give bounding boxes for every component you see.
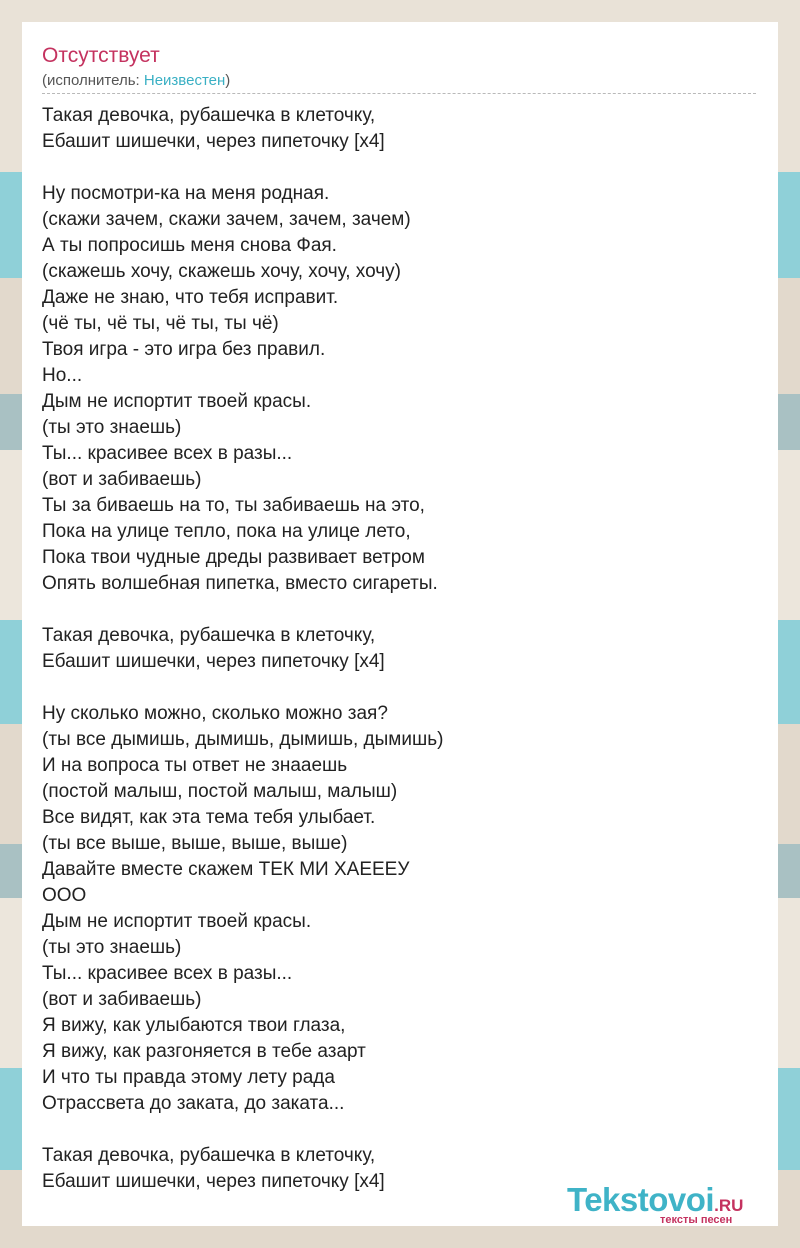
lyric-blank-line [42, 675, 742, 701]
lyric-line: Такая девочка, рубашечка в клеточку, [42, 1145, 376, 1166]
lyric-line: Ебашит шишечки, через пипеточку [x4] [42, 1171, 385, 1192]
title-divider [42, 93, 756, 94]
lyric-line: ООО [42, 885, 87, 906]
lyric-line: Даже не знаю, что тебя исправит. [42, 287, 339, 308]
lyric-line: (постой малыш, постой малыш, малыш) [42, 781, 398, 802]
lyric-line: Дым не испортит твоей красы. [42, 391, 312, 412]
lyric-line: Ну посмотри-ка на меня родная. [42, 183, 330, 204]
lyric-line: (скажешь хочу, скажешь хочу, хочу, хочу) [42, 261, 401, 282]
logo-tld: .RU [714, 1196, 744, 1215]
lyric-line: Такая девочка, рубашечка в клеточку, [42, 105, 376, 126]
lyric-line: Я вижу, как разгоняется в тебе азарт [42, 1041, 366, 1062]
artist-prefix: (исполнитель: [42, 72, 144, 89]
lyric-line: (ты все дымишь, дымишь, дымишь, дымишь) [42, 729, 444, 750]
site-logo[interactable] [567, 1181, 744, 1226]
lyric-line: Я вижу, как улыбаются твои глаза, [42, 1015, 346, 1036]
lyric-line: (ты все выше, выше, выше, выше) [42, 833, 348, 854]
logo-tagline: тексты песен [660, 1214, 733, 1226]
lyric-line: Отрассвета до заката, до заката... [42, 1093, 345, 1114]
song-title: Отсутствует [42, 44, 160, 67]
artist-line [42, 72, 230, 89]
lyric-blank-line [42, 1117, 742, 1143]
lyric-blank-line [42, 155, 742, 181]
lyric-line: Опять волшебная пипетка, вместо сигареты. [42, 573, 438, 594]
lyric-line: Ты... красивее всех в разы... [42, 963, 293, 984]
artist-link[interactable]: Неизвестен [143, 72, 226, 89]
lyric-line: Ты за биваешь на то, ты забиваешь на это, [42, 495, 425, 516]
lyric-line: (чё ты, чё ты, чё ты, ты чё) [42, 313, 279, 334]
lyric-line: Ты... красивее всех в разы... [42, 443, 293, 464]
lyric-line: И на вопроса ты ответ не знааешь [42, 755, 348, 776]
artist-suffix: ) [225, 72, 231, 89]
lyric-line: (скажи зачем, скажи зачем, зачем, зачем) [42, 209, 411, 230]
lyric-line: (вот и забиваешь) [42, 989, 202, 1010]
lyric-line: Давайте вместе скажем ТЕК МИ ХАЕЕЕУ [42, 859, 410, 880]
lyric-line: И что ты правда этому лету рада [42, 1067, 335, 1088]
lyric-line: Все видят, как эта тема тебя улыбает. [42, 807, 376, 828]
lyric-line: (ты это знаешь) [42, 417, 182, 438]
lyric-line: Твоя игра - это игра без правил. [42, 339, 326, 360]
lyric-line: Ну сколько можно, сколько можно зая? [42, 703, 388, 724]
lyrics-body [42, 103, 742, 1195]
lyric-blank-line [42, 597, 742, 623]
lyric-line: Пока на улице тепло, пока на улице лето, [42, 521, 411, 542]
lyric-line: (вот и забиваешь) [42, 469, 202, 490]
lyric-line: А ты попросишь меня снова Фая. [42, 235, 337, 256]
logo-text: Tekstovoi [567, 1181, 715, 1218]
lyric-line: (ты это знаешь) [42, 937, 182, 958]
lyric-line: Но... [42, 365, 83, 386]
lyric-line: Такая девочка, рубашечка в клеточку, [42, 625, 376, 646]
lyric-line: Дым не испортит твоей красы. [42, 911, 312, 932]
lyrics-card [22, 22, 778, 1226]
lyric-line: Ебашит шишечки, через пипеточку [x4] [42, 651, 385, 672]
lyric-line: Ебашит шишечки, через пипеточку [x4] [42, 131, 385, 152]
lyric-line: Пока твои чудные дреды развивает ветром [42, 547, 425, 568]
